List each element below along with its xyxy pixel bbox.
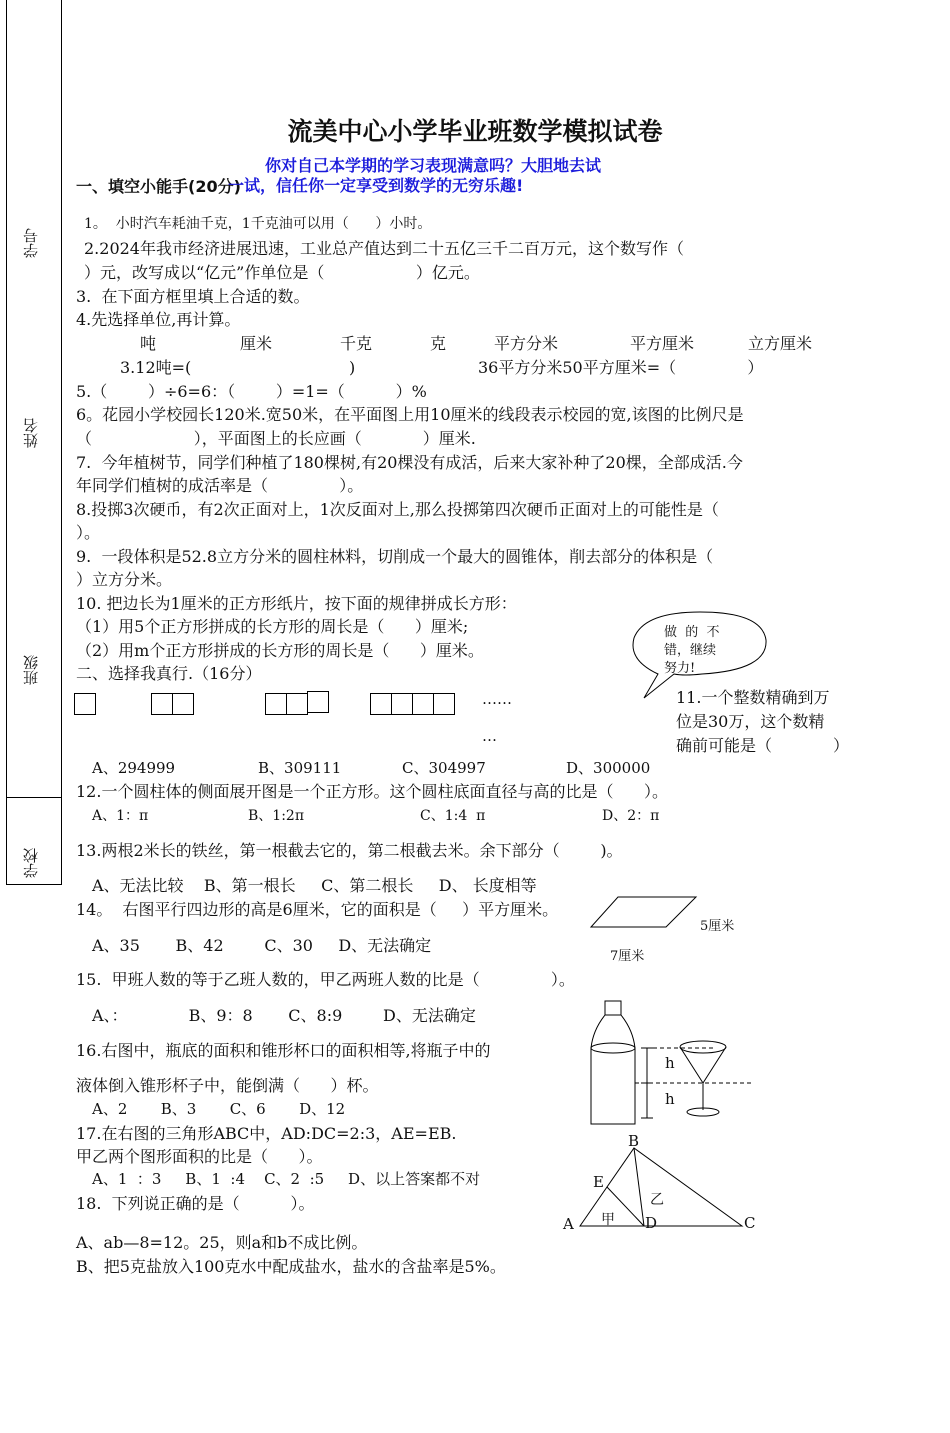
- q15-options: A、： B、9：8 C、8:9 D、无法确定: [92, 1006, 476, 1025]
- q18-option-a: A、ab—8=12。25，则a和b不成比例。: [76, 1233, 368, 1252]
- unit-ton: 吨: [140, 334, 157, 353]
- unit-cubic-cm: 立方厘米: [748, 334, 813, 353]
- q17-options: A、1 ：3 B、1 :4 C、2 :5 D、以上答案都不对: [92, 1170, 481, 1188]
- name-label: 姓名: [22, 418, 40, 448]
- question-10-part-1: （1）用5个正方形拼成的长方形的周长是（ ）厘米;: [76, 617, 469, 636]
- encourage-line-2: 一试，信任你一定享受到数学的无穷乐趣!: [228, 176, 524, 195]
- unit-gram: 克: [430, 334, 447, 353]
- question-2-line-2: ）元，改写成以“亿元”作单位是（ ）亿元。: [84, 263, 480, 282]
- section-1-heading: 一、填空小能手(20分): [76, 177, 241, 196]
- question-3: 3. 在下面方框里填上合适的数。: [76, 287, 310, 306]
- encourage-line-1: 你对自己本学期的学习表现满意吗？大胆地去试: [265, 156, 602, 175]
- question-6-line-1: 6。花园小学校园长120米.宽50米，在平面图上用10厘米的线段表示校园的宽,该图的比例尺是: [76, 405, 744, 424]
- question-10-part-2: （2）用m个正方形拼成的长方形的周长是（ ）厘米。: [76, 641, 484, 660]
- vertex-c-label: C: [744, 1214, 756, 1232]
- question-13: 13.两根2米长的铁丝，第一根截去它的，第二根截去米。余下部分（ )。: [76, 841, 623, 860]
- question-4a: 3.12吨=( ): [120, 358, 356, 377]
- q12-option-b: B、1:2π: [248, 808, 305, 824]
- region-yi-label: 乙: [650, 1192, 664, 1208]
- question-1: 1。 小时汽车耗油千克，1千克油可以用（ ）小时。: [84, 216, 432, 232]
- q12-option-d: D、2：π: [602, 808, 660, 824]
- parallelogram-figure: [590, 896, 700, 930]
- question-5: 5.（ ）÷6=6：（ ）=1=（ ）%: [76, 382, 427, 401]
- vertex-a-label: A: [563, 1215, 574, 1233]
- parallelogram-side-label: 5厘米: [700, 919, 735, 934]
- question-8-line-2: ）。: [76, 523, 101, 542]
- page-title: 流美中心小学毕业班数学模拟试卷: [287, 117, 663, 146]
- section-2-heading: 二、选择我真行.（16分）: [76, 664, 262, 683]
- strip-divider: [7, 797, 61, 798]
- q18-option-b: B、把5克盐放入100克水中配成盐水，盐水的含盐率是5%。: [76, 1257, 506, 1276]
- question-7-line-1: 7. 今年植树节，同学们种植了180棵树,有20棵没有成活，后来大家补种了20棵，全部成活.今: [76, 453, 743, 472]
- square-pattern-figure: [74, 690, 474, 720]
- unit-kg: 千克: [340, 334, 373, 353]
- question-12: 12.一个圆柱体的侧面展开图是一个正方形。这个圆柱底面直径与高的比是（ ）。: [76, 782, 668, 801]
- unit-sq-dm: 平方分米: [494, 334, 559, 353]
- bubble-line-2: 错，继续: [664, 643, 717, 658]
- question-11-line-2: 位是30万，这个数精: [676, 712, 825, 731]
- height-label-upper: h: [665, 1054, 675, 1072]
- unit-cm: 厘米: [240, 334, 273, 353]
- question-14: 14。 右图平行四边形的高是6厘米，它的面积是（ ）平方厘米。: [76, 900, 559, 919]
- region-jia-label: 甲: [601, 1212, 615, 1228]
- question-17-line-1: 17.在右图的三角形ABC中，AD:DC=2:3，AE=EB.: [76, 1124, 457, 1143]
- question-16-line-1: 16.右图中，瓶底的面积和锥形杯口的面积相等,将瓶子中的: [76, 1041, 491, 1060]
- pattern-ellipsis-1: ……: [482, 690, 512, 708]
- q11-option-d: D、300000: [566, 759, 651, 777]
- question-9-line-2: ）立方分米。: [76, 570, 173, 589]
- question-8-line-1: 8.投掷3次硬币，有2次正面对上，1次反面对上,那么投掷第四次硬币正面对上的可能性是（: [76, 500, 719, 519]
- question-18: 18. 下列说正确的是（ ）。: [76, 1194, 315, 1213]
- question-11-line-3: 确前可能是（ ）: [676, 736, 850, 755]
- question-4: 4.先选择单位,再计算。: [76, 310, 241, 329]
- q11-option-c: C、304997: [402, 759, 486, 777]
- vertex-b-label: B: [628, 1132, 640, 1150]
- q16-options: A、2 B、3 C、6 D、12: [92, 1100, 346, 1118]
- q11-option-b: B、309111: [258, 759, 342, 777]
- pattern-ellipsis-2: …: [482, 727, 497, 745]
- height-label-lower: h: [665, 1090, 675, 1108]
- vertex-e-label: E: [593, 1173, 604, 1191]
- q12-option-a: A、1：π: [92, 808, 149, 824]
- unit-sq-cm: 平方厘米: [630, 334, 695, 353]
- question-15: 15. 甲班人数的等于乙班人数的，甲乙两班人数的比是（ ）。: [76, 970, 575, 989]
- school-label: 学校: [22, 848, 40, 878]
- q14-options: A、35 B、42 C、30 D、无法确定: [92, 936, 432, 955]
- question-16-line-2: 液体倒入锥形杯子中，能倒满（ ）杯。: [76, 1076, 379, 1095]
- question-4b: 36平方分米50平方厘米=（ ）: [478, 358, 764, 377]
- bubble-line-1: 做 的 不: [664, 625, 720, 640]
- q12-option-c: C、1:4 π: [420, 808, 486, 824]
- question-9-line-1: 9. 一段体积是52.8立方分米的圆柱林料，切削成一个最大的圆锥体，削去部分的体积是（: [76, 547, 714, 566]
- class-label: 班级: [22, 655, 40, 685]
- bubble-line-3: 努力!: [664, 661, 696, 676]
- question-17-line-2: 甲乙两个图形面积的比是（ ）。: [76, 1147, 323, 1166]
- q11-option-a: A、294999: [92, 759, 176, 777]
- student-id-label: 学号: [22, 228, 40, 258]
- question-10: 10. 把边长为1厘米的正方形纸片，按下面的规律拼成长方形：: [76, 594, 517, 613]
- parallelogram-base-label: 7厘米: [610, 949, 645, 964]
- question-6-line-2: （ ），平面图上的长应画（ ）厘米.: [76, 429, 476, 448]
- question-2-line-1: 2.2024年我市经济进展迅速，工业总产值达到二十五亿三千二百万元，这个数写作（: [84, 239, 684, 258]
- question-11-line-1: 11.一个整数精确到万: [676, 688, 830, 707]
- question-7-line-2: 年同学们植树的成活率是（ ）。: [76, 476, 364, 495]
- q13-options: A、无法比较 B、第一根长 C、第二根长 D、 长度相等: [92, 876, 537, 895]
- vertex-d-label: D: [645, 1214, 658, 1232]
